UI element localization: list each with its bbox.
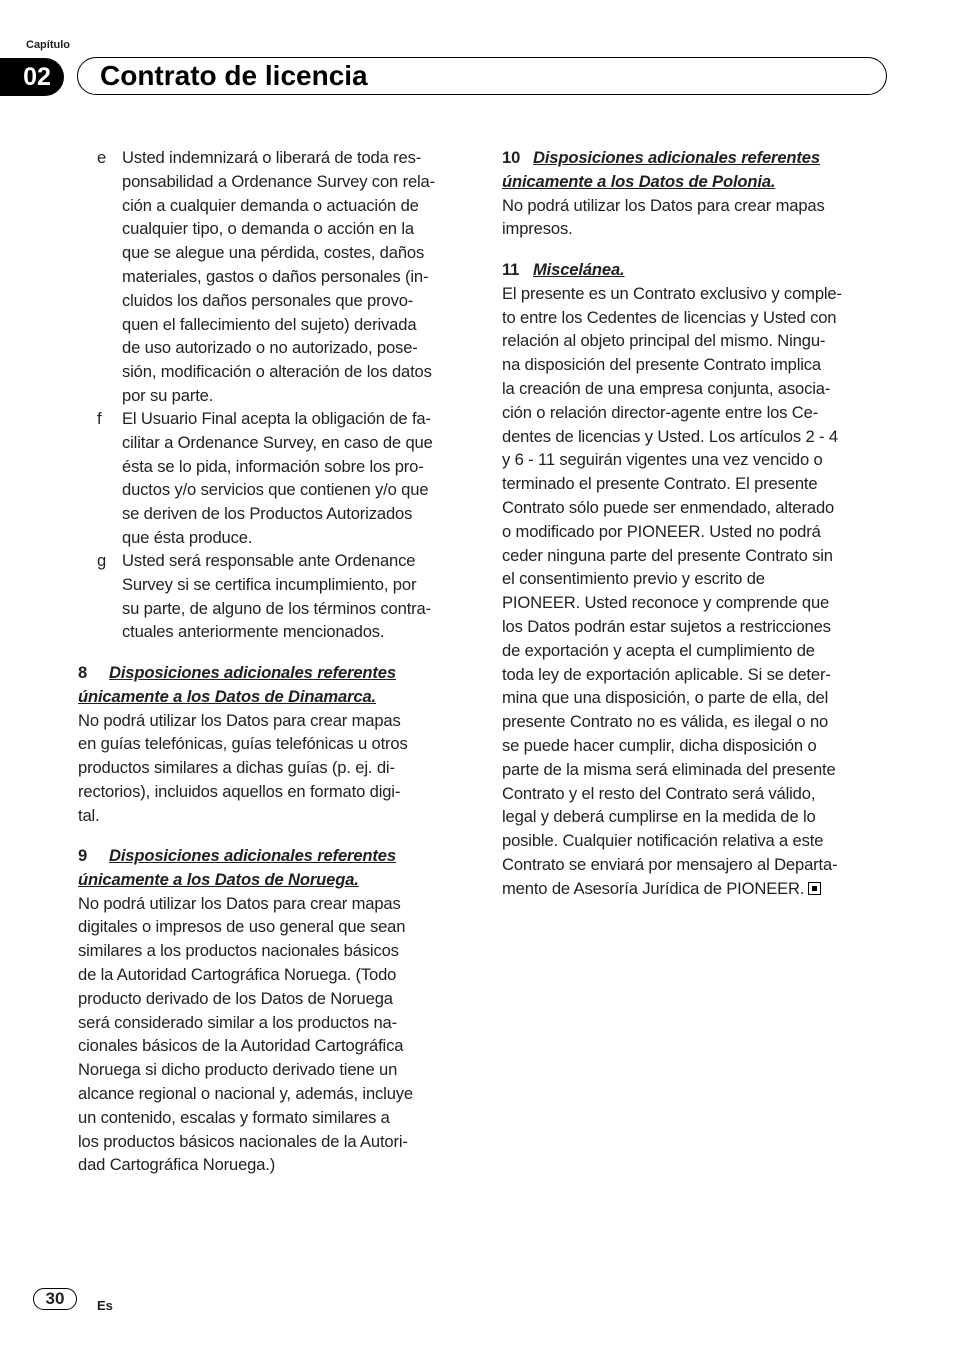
text-line: legal y deberá cumplirse en la medida de lo — [502, 807, 816, 827]
section-number: 8 — [78, 663, 88, 682]
section-heading-text: únicamente a los Datos de Noruega. — [78, 869, 359, 889]
page-number: 30 — [33, 1288, 77, 1310]
section-heading — [78, 844, 413, 868]
text-line: ceder ninguna parte del presente Contrato sin — [502, 545, 833, 565]
text-line: Usted indemnizará o liberará de toda res- — [122, 148, 422, 167]
text-line: No podrá utilizar los Datos para crear mapas — [502, 195, 825, 215]
text-line: materiales, gastos o daños personales (in- — [122, 266, 429, 286]
text-line: cluidos los daños personales que provo- — [122, 290, 414, 310]
text-line: ción a cualquier demanda o actuación de — [122, 195, 419, 215]
section-number: 11 — [502, 260, 520, 279]
text-line: por su parte. — [122, 385, 214, 405]
language-label: Es — [97, 1298, 113, 1313]
text-line: ción o relación director-agente entre los Ce- — [502, 402, 819, 422]
text-line: cionales básicos de la Autoridad Cartográfica — [78, 1036, 404, 1056]
text-line: digitales o impresos de uso general que sean — [78, 917, 406, 937]
section-heading-text: Disposiciones adicionales referentes — [109, 663, 396, 682]
text-line: tal. — [78, 805, 100, 825]
text-line: Usted será responsable ante Ordenance — [122, 551, 416, 570]
text-line: na disposición del presente Contrato implica — [502, 355, 822, 375]
text-line: el consentimiento previo y escrito de — [502, 569, 765, 589]
text-line: to entre los Cedentes de licencias y Usted con — [502, 307, 837, 327]
text-line: ctuales anteriormente mencionados. — [122, 622, 385, 642]
section-heading-text: únicamente a los Datos de Polonia. — [502, 171, 776, 191]
section — [78, 844, 413, 1177]
text-line: los Datos podrán estar sujetos a restricciones — [502, 616, 831, 636]
section-heading — [78, 661, 408, 685]
text-line: posible. Cualquier notificación relativa a este — [502, 831, 824, 851]
list-marker: f — [97, 409, 102, 428]
text-line: se puede hacer cumplir, dicha disposición o — [502, 735, 817, 755]
text-line: toda ley de exportación aplicable. Si se deter- — [502, 664, 831, 684]
text-line: alcance regional o nacional y, además, incluye — [78, 1083, 414, 1103]
text-line: Survey si se certifica incumplimiento, por — [122, 574, 417, 594]
text-line: o modificado por PIONEER. Usted no podrá — [502, 521, 821, 541]
chapter-number-badge: 02 — [0, 58, 64, 96]
text-line: rectorios), incluidos aquellos en formato digi- — [78, 781, 401, 801]
section-number: 9 — [78, 846, 88, 865]
section — [502, 146, 825, 241]
section-heading-text: Disposiciones adicionales referentes — [109, 846, 396, 865]
text-line: terminado el presente Contrato. El presente — [502, 474, 818, 494]
list-marker: g — [97, 551, 107, 570]
text-line: quen el fallecimiento del sujeto) derivada — [122, 314, 417, 334]
list-marker: e — [97, 148, 107, 167]
text-line: dad Cartográfica Noruega.) — [78, 1155, 276, 1175]
section-heading-text: únicamente a los Datos de Dinamarca. — [78, 686, 377, 706]
text-line: en guías telefónicas, guías telefónicas u otros — [78, 734, 408, 754]
text-line: No podrá utilizar los Datos para crear mapas — [78, 893, 401, 913]
text-line: ductos y/o servicios que contienen y/o que — [122, 480, 429, 500]
text-line: PIONEER. Usted reconoce y comprende que — [502, 593, 830, 613]
text-line: No podrá utilizar los Datos para crear mapas — [78, 710, 401, 730]
text-line: Contrato sólo puede ser enmendado, alterado — [502, 497, 835, 517]
text-line: su parte, de alguno de los términos contra- — [122, 598, 432, 618]
text-line: producto derivado de los Datos de Noruega — [78, 988, 393, 1008]
text-line: impresos. — [502, 219, 573, 239]
text-line: que ésta produce. — [122, 527, 253, 547]
text-line: y 6 - 11 seguirán vigentes una vez vencido o — [502, 450, 823, 470]
section-heading — [78, 868, 413, 892]
chapter-label: Capítulo — [26, 39, 70, 51]
text-line: dentes de licencias y Usted. Los artículos 2 - 4 — [502, 426, 838, 446]
page-title: Contrato de licencia — [100, 60, 368, 91]
text-line: un contenido, escalas y formato similares a — [78, 1107, 390, 1127]
section — [502, 258, 842, 901]
text-line: presente Contrato no es válida, es ilegal o no — [502, 712, 829, 732]
text-line: Contrato se enviará por mensajero al Departa- — [502, 854, 838, 874]
section-heading — [502, 146, 825, 170]
text-line: de exportación y acepta el cumplimiento de — [502, 640, 815, 660]
text-line: cualquier tipo, o demanda o acción en la — [122, 219, 414, 239]
text-line: relación al objeto principal del mismo. Ningu- — [502, 331, 826, 351]
text-line: mento de Asesoría Jurídica de PIONEER. — [502, 878, 805, 898]
list-item — [97, 146, 436, 408]
text-line: cilitar a Ordenance Survey, en caso de que — [122, 432, 433, 452]
text-line: El Usuario Final acepta la obligación de fa- — [122, 409, 431, 428]
list-item — [97, 549, 432, 644]
text-line: mina que una disposición, o parte de ella, del — [502, 688, 829, 708]
text-line-last — [502, 877, 842, 901]
section-heading-text: Disposiciones adicionales referentes — [533, 148, 820, 167]
text-line: que se alegue una pérdida, costes, daños — [122, 243, 425, 263]
section-heading — [78, 685, 408, 709]
text-line: El presente es un Contrato exclusivo y comple- — [502, 283, 842, 303]
text-line: Contrato y el resto del Contrato será válido, — [502, 783, 816, 803]
text-line: sión, modificación o alteración de los datos — [122, 362, 432, 382]
section-heading — [502, 170, 825, 194]
section — [78, 661, 408, 828]
text-line: parte de la misma será eliminada del presente — [502, 759, 836, 779]
text-line: los productos básicos nacionales de la Autori- — [78, 1131, 408, 1151]
section-heading — [502, 258, 842, 282]
text-line: se deriven de los Productos Autorizados — [122, 504, 413, 524]
text-line: de la Autoridad Cartográfica Noruega. (Todo — [78, 964, 397, 984]
text-line: ésta se lo pida, información sobre los pro- — [122, 456, 424, 476]
text-line: productos similares a dichas guías (p. ej. di- — [78, 758, 395, 778]
text-line: ponsabilidad a Ordenance Survey con rela- — [122, 171, 436, 191]
end-of-section-icon — [808, 882, 821, 895]
title-box — [77, 57, 887, 95]
text-line: similares a los productos nacionales básicos — [78, 941, 399, 961]
text-line: la creación de una empresa conjunta, asocia- — [502, 378, 831, 398]
text-line: de uso autorizado o no autorizado, pose- — [122, 338, 418, 358]
section-number: 10 — [502, 148, 521, 167]
list-item — [97, 407, 433, 550]
text-line: Noruega si dicho producto derivado tiene un — [78, 1060, 398, 1080]
section-heading-text: Miscelánea. — [533, 260, 625, 279]
text-line: será considerado similar a los productos na- — [78, 1012, 397, 1032]
